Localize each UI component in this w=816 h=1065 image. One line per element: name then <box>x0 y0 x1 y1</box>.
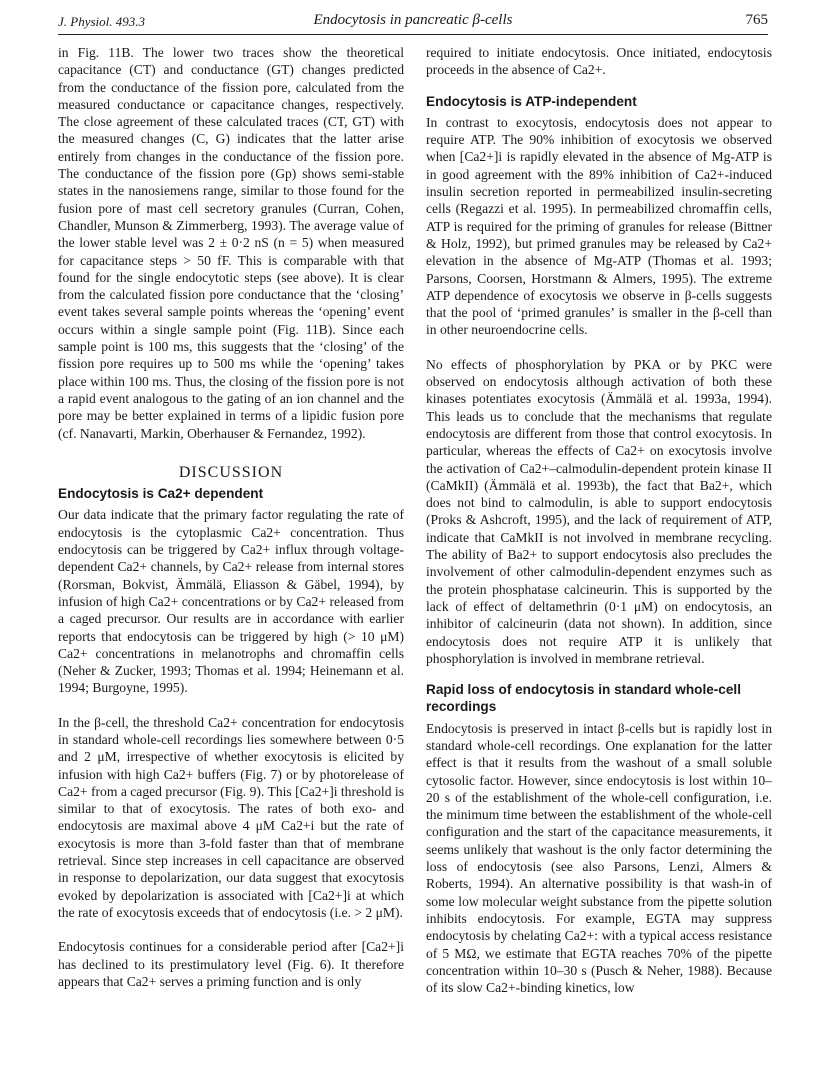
paragraph-washout: Endocytosis is preserved in intact β-cells but is rapidly lost in standard whole-cell recordings. One explanation for the latter effect is that it results from the washout of a small soluble cytosolic factor. However, since endocytosis is lost within 10–20 s of the establishment of the whole-cell configuration, i.e. the minimum time between the establishment of the whole-cell configuration and the start of the capacitance measurements, it seems unlikely that washout is the only factor determining the loss of endocytosis (see also Parsons, Lenzi, Almers & Roberts, 1994). An alternative possibility is that wash-in of some low molecular weight substance from the pipette solution inhibits endocytosis. For example, EGTA may suppress endocytosis by chelating Ca2+: with a typical access resistance of 5 MΩ, we estimate that EGTA reaches 70% of the pipette concentration within 10–30 s (Pusch & Neher, 1988). Because of its slow Ca2+-binding kinetics, low <box>426 720 772 996</box>
paragraph-atp: In contrast to exocytosis, endocytosis does not appear to require ATP. The 90% inhibition of exocytosis we observed when [Ca2+]i is rapidly elevated in the absence of Mg-ATP is in good agreement with the 89% inhibition of Ca2+-induced insulin secretion reported in permeabilized insulin-secreting cells (Regazzi et al. 1995). In permeabilized chromaffin cells, ATP is required for the priming of granules for release (Bittner & Holz, 1992), but primed granules may be released by Ca2+ elevation in the absence of Mg-ATP (Thomas et al. 1993; Parsons, Coorsen, Horstmann & Almers, 1995). The extreme ATP dependence of exocytosis we observe in β-cells suggests that the pool of ‘primed granules’ is smaller in the β-cell than in other neuroendocrine cells. <box>426 114 772 338</box>
paragraph-priming: Endocytosis continues for a considerable period after [Ca2+]i has declined to its prestimulatory level (Fig. 6). It therefore appears that Ca2+ serves a priming function and is only <box>58 939 404 989</box>
left-column <box>58 44 404 990</box>
right-column <box>426 44 772 996</box>
paragraph-phosphorylation: No effects of phosphorylation by PKA or by PKC were observed on endocytosis although activation of both these kinases potentiates exocytosis (Ämmälä et al. 1993a, 1994). This leads us to conclude that the mechanisms that regulate endocytosis are different from those that control exocytosis. In particular, whereas the effects of Ca2+ on exocytosis involve the activation of Ca2+–calmodulin-dependent protein kinase II (CaMkII) (Ämmälä et al. 1993b), the fact that Ba2+, which does not bind to calmodulin, is able to support endocytosis (Proks & Ashcroft, 1995), and the lack of requirement of ATP, indicate that CaMkII is not involved in membrane recycling. The ability of Ba2+ to support endocytosis also precludes the involvement of other calmodulin-dependent enzymes such as the protein phosphatase calcineurin. This is supported by the lack of effect of deltamethrin (0·1 μM) on endocytosis, an inhibitor of calcineurin (data not shown). In addition, since endocytosis does not require ATP it is unlikely that phosphorylation is involved in membrane retrieval. <box>426 356 772 666</box>
header-rule <box>58 34 768 35</box>
journal-citation: J. Physiol. 493.3 <box>58 14 146 29</box>
discussion-heading: DISCUSSION <box>178 463 284 481</box>
section-heading-ca-dependent: Endocytosis is Ca2+ dependent <box>58 486 264 502</box>
running-header <box>58 10 768 34</box>
paragraph-ca-factor: Our data indicate that the primary factor regulating the rate of endocytosis is the cytoplasmic Ca2+ concentration. Thus endocytosis can be triggered by Ca2+ influx through voltage-dependent Ca2+ channels, by Ca2+ release from internal stores (Rorsman, Bokvist, Ämmälä, Eliasson & Gäbel, 1994), by infusion of high Ca2+ concentrations or by Ca2+ released from a caged precursor. Our results are in accordance with earlier reports that endocytosis can be triggered by high (> 10 μM) Ca2+ concentrations in melanotrophs and chromaffin cells (Neher & Zucker, 1993; Thomas et al. 1994; Heinemann et al. 1994; Burgoyne, 1995). <box>58 507 404 696</box>
section-heading-atp-independent: Endocytosis is ATP-independent <box>426 93 637 109</box>
page-number: 765 <box>745 12 768 28</box>
section-heading-rapid-loss: Rapid loss of endocytosis in standard whole-cell recordings <box>426 682 741 715</box>
paragraph-fission-pore: in Fig. 11B. The lower two traces show the theoretical capacitance (CT) and conductance (GT) changes predicted from the conductance of the fission pore, calculated from the measured conductance or capacitance changes, respectively. The close agreement of these calculated traces (CT, GT) with the measured changes (C, G) indicates that the latter arise entirely from changes in the conductance of the fission pore. The conductance of the fission pore (Gp) shows semi-stable states in the nanosiemens range, similar to those found for the fusion pore of mast cell secretory granules (Curran, Cohen, Chandler, Munson & Zimmerberg, 1993). The average value of the lower stable level was 2 ± 0·2 nS (n = 5) when measured for capacitance steps > 50 fF. This is comparable with that found for the single endocytotic steps (see above). It is clear from the calculated fission pore conductance that the ‘closing’ event takes several sample points whereas the ‘opening’ event occurs within a single sample point (Fig. 11B). Since each sample point is 100 ms, this suggests that the ‘closing’ of the fission pore requires up to 500 ms while the ‘opening’ takes place within 100 ms. Thus, the closing of the fission pore is not a rapid event analogous to the gating of an ion channel and the pore may be better explained in terms of a lipidic fusion pore (cf. Nanavarti, Markin, Oberhauser & Fernandez, 1992). <box>58 45 404 441</box>
paragraph-threshold: In the β-cell, the threshold Ca2+ concentration for endocytosis in standard whole-cell recordings lies somewhere between 0·5 and 2 μM, irrespective of whether exocytosis is elicited by infusion with high Ca2+ buffers (Fig. 7) or by photorelease of Ca2+ from a caged precursor (Fig. 9). This [Ca2+]i threshold is similar to that of exocytosis. The rates of both exo- and endocytosis are maximal above 4 μM Ca2+i but the rate of exocytosis is more than 3-fold faster than that of membrane retrieval. Since step increases in cell capacitance are observed in response to depolarization, our data suggest that exocytosis evoked by depolarization is associated with [Ca2+]i at which the rate of exocytosis exceeds that of endocytosis (i.e. > 2 μM). <box>58 714 404 920</box>
running-title: Endocytosis in pancreatic β-cells <box>313 12 513 28</box>
paragraph-initiation: required to initiate endocytosis. Once initiated, endocytosis proceeds in the absence of Ca2+. <box>426 45 772 78</box>
